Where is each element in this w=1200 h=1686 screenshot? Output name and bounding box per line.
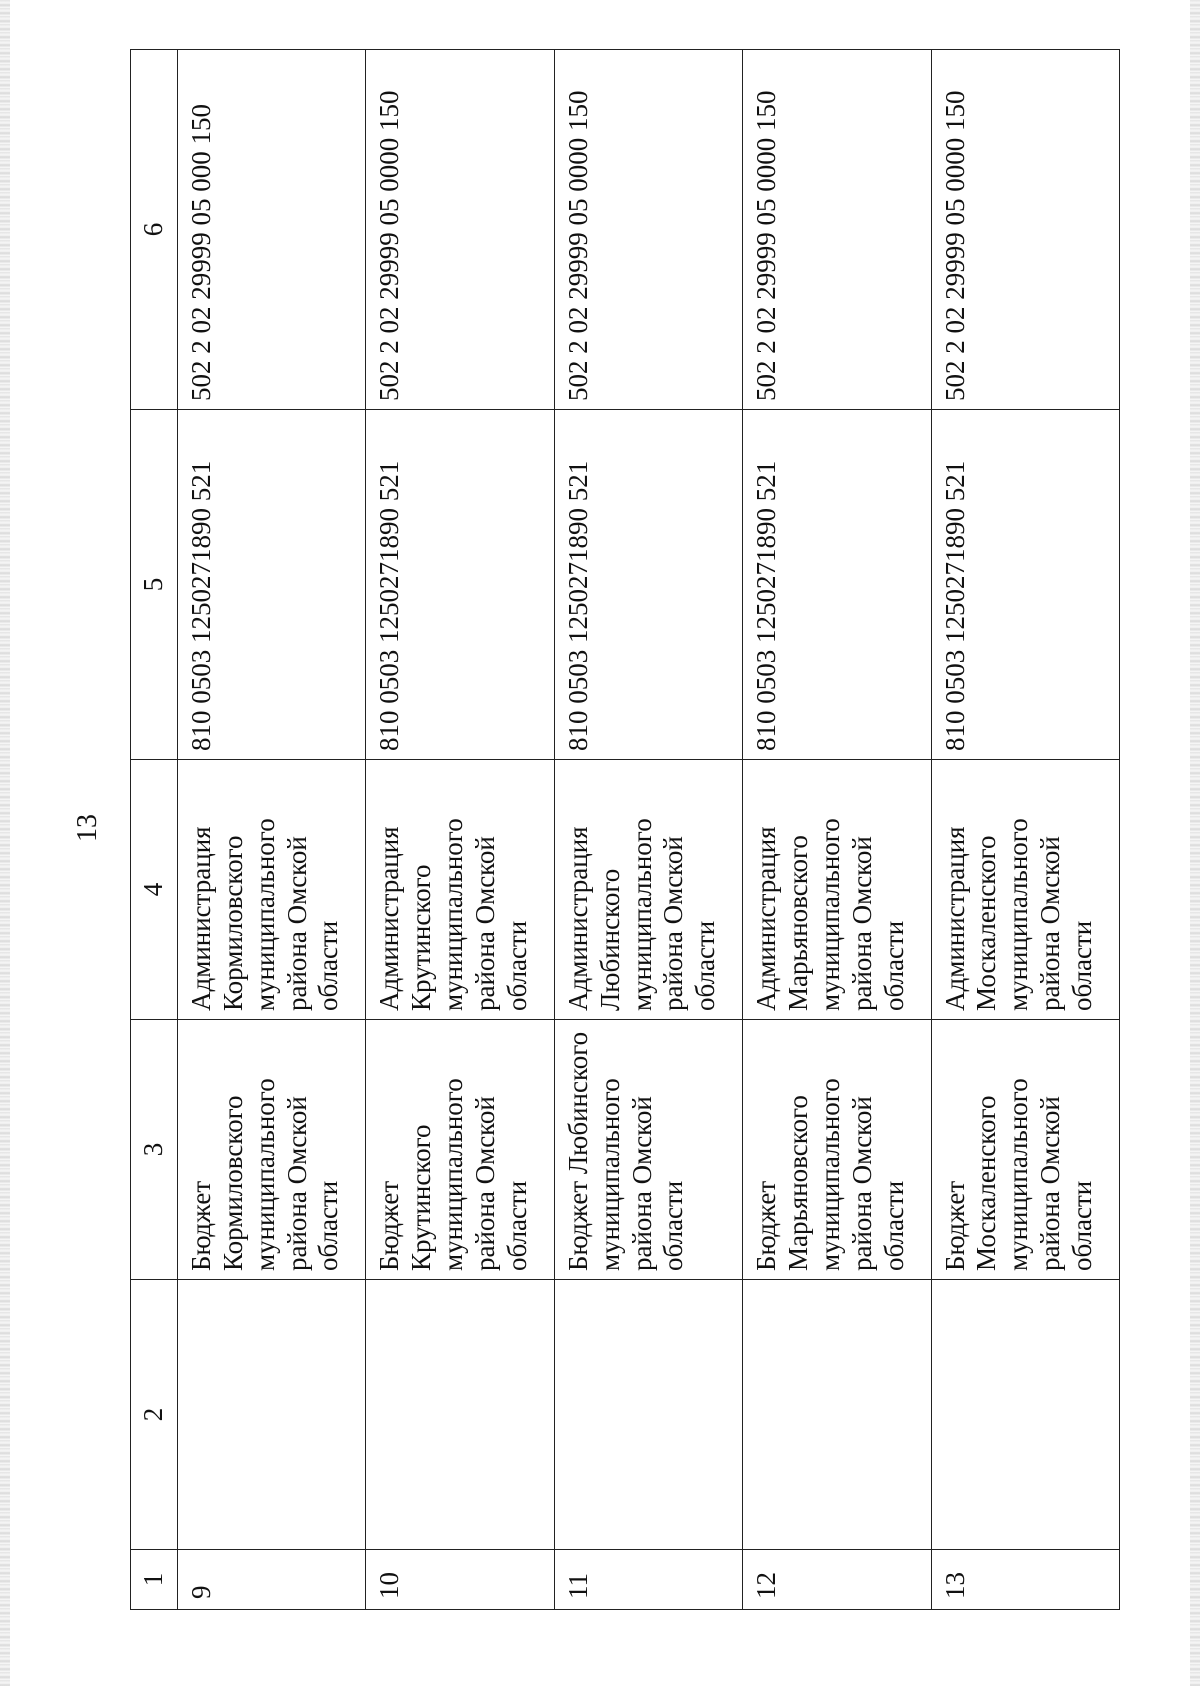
header-cell-5: 5 (131, 410, 178, 760)
expense-code-cell: 810 0503 1250271890 521 (931, 410, 1119, 760)
budget-cell: Бюджет Любинского муниципального района Омской области (554, 1020, 742, 1280)
administration-cell: Администрация Москаленского муниципального района Омской области (931, 760, 1119, 1020)
budget-table (130, 49, 1120, 1610)
column-2-cell (743, 1280, 931, 1550)
row-number-cell: 9 (178, 1550, 366, 1610)
expense-code-cell: 810 0503 1250271890 521 (178, 410, 366, 760)
row-number-cell: 10 (366, 1550, 554, 1610)
budget-cell: Бюджет Кормиловского муниципального района Омской области (178, 1020, 366, 1280)
row-number-cell: 12 (743, 1550, 931, 1610)
budget-cell: Бюджет Марьяновского муниципального района Омской области (743, 1020, 931, 1280)
administration-cell: Администрация Кормиловского муниципального района Омской области (178, 760, 366, 1020)
header-row (131, 50, 178, 1610)
column-2-cell (366, 1280, 554, 1550)
header-cell-6: 6 (131, 50, 178, 410)
administration-cell: Администрация Любинского муниципального района Омской области (554, 760, 742, 1020)
column-2-cell (178, 1280, 366, 1550)
header-cell-2: 2 (131, 1280, 178, 1550)
income-code-cell: 502 2 02 29999 05 0000 150 (931, 50, 1119, 410)
budget-cell: Бюджет Москаленского муниципального района Омской области (931, 1020, 1119, 1280)
row-number-cell: 11 (554, 1550, 742, 1610)
header-cell-4: 4 (131, 760, 178, 1020)
administration-cell: Администрация Марьяновского муниципального района Омской области (743, 760, 931, 1020)
scan-edge-right (1190, 0, 1200, 1686)
table-row (366, 50, 554, 1610)
expense-code-cell: 810 0503 1250271890 521 (366, 410, 554, 760)
header-cell-1: 1 (131, 1550, 178, 1610)
income-code-cell: 502 2 02 29999 05 0000 150 (366, 50, 554, 410)
income-code-cell: 502 2 02 29999 05 000 150 (178, 50, 366, 410)
table-row (931, 50, 1119, 1610)
income-code-cell: 502 2 02 29999 05 0000 150 (554, 50, 742, 410)
row-number-cell: 13 (931, 1550, 1119, 1610)
budget-cell: Бюджет Крутинского муниципального района Омской области (366, 1020, 554, 1280)
column-2-cell (554, 1280, 742, 1550)
table-row (554, 50, 742, 1610)
table-row (743, 50, 931, 1610)
header-cell-3: 3 (131, 1020, 178, 1280)
table-row (178, 50, 366, 1610)
expense-code-cell: 810 0503 1250271890 521 (554, 410, 742, 760)
rotated-table-sheet (130, 50, 1120, 1610)
column-2-cell (931, 1280, 1119, 1550)
scan-edge-left (0, 0, 10, 1686)
administration-cell: Администрация Крутинского муниципального района Омской области (366, 760, 554, 1020)
expense-code-cell: 810 0503 1250271890 521 (743, 410, 931, 760)
income-code-cell: 502 2 02 29999 05 0000 150 (743, 50, 931, 410)
page-number: 13 (72, 814, 103, 842)
